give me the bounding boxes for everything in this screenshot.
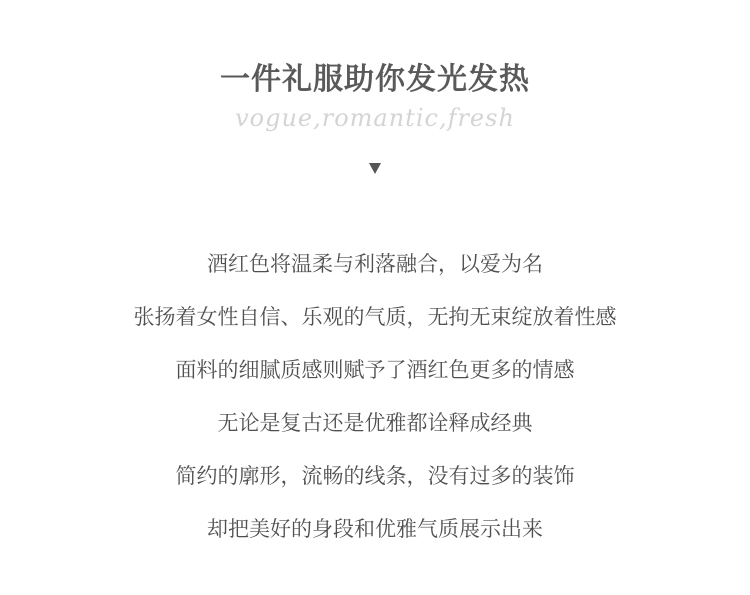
description-line: 酒红色将温柔与利落融合，以爱为名 bbox=[207, 252, 543, 276]
description-list bbox=[0, 242, 750, 560]
description-line: 无论是复古还是优雅都诠释成经典 bbox=[217, 411, 533, 435]
description-line: 张扬着女性自信、乐观的气质，无拘无束绽放着性感 bbox=[133, 305, 617, 329]
description-line: 面料的细腻质感则赋予了酒红色更多的情感 bbox=[175, 358, 575, 382]
description-line: 简约的廓形，流畅的线条，没有过多的装饰 bbox=[175, 464, 575, 488]
page-subtitle: vogue,romantic,fresh bbox=[235, 104, 515, 132]
triangle-down-icon bbox=[369, 163, 381, 174]
page-title: 一件礼服助你发光发热 bbox=[220, 62, 530, 97]
description-line: 却把美好的身段和优雅气质展示出来 bbox=[207, 517, 543, 541]
